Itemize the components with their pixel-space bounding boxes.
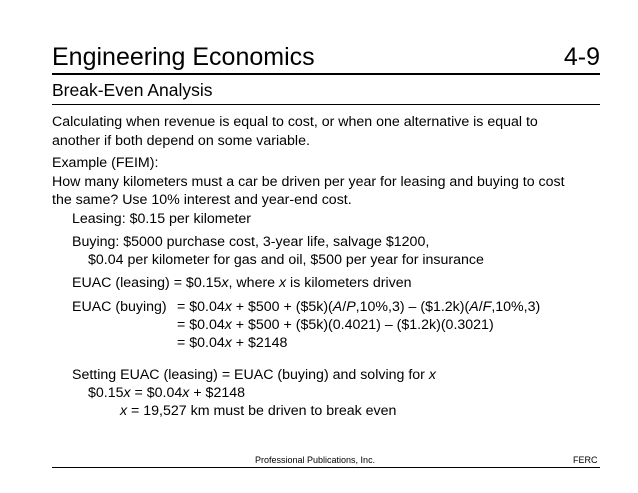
- footer-publisher: Professional Publications, Inc.: [255, 455, 376, 465]
- example-paragraph: [52, 154, 565, 210]
- setting-line: Setting EUAC (leasing) = EUAC (buying) and solving for x: [72, 367, 436, 383]
- buying-line: Buying: $5000 purchase cost, 3-year life, salvage $1200,: [72, 234, 430, 250]
- euac-buying-line-3: = $0.04x + $2148: [177, 335, 288, 351]
- slide-title: Engineering Economics: [52, 43, 315, 71]
- euac-buying-line-2: = $0.04x + $500 + ($5k)(0.4021) – ($1.2k)(0.3021): [177, 317, 494, 333]
- euac-leasing-line: EUAC (leasing) = $0.15x, where x is kilometers driven: [72, 275, 412, 291]
- subtitle-rule: [52, 104, 600, 105]
- title-row: [52, 42, 600, 72]
- intro-line: Calculating when revenue is equal to cost, or when one alternative is equal to: [52, 114, 538, 130]
- buying-line-cont: $0.04 per kilometer for gas and oil, $500 per year for insurance: [88, 252, 484, 268]
- footer-code: FERC: [573, 455, 598, 465]
- leasing-line: Leasing: $0.15 per kilometer: [72, 211, 252, 227]
- slide-subtitle: Break-Even Analysis: [52, 80, 213, 100]
- title-rule: [52, 73, 600, 75]
- solve-line-2: x = 19,527 km must be driven to break even: [120, 403, 397, 419]
- page-number: 4-9: [563, 43, 600, 71]
- solve-line-1: $0.15x = $0.04x + $2148: [88, 385, 246, 401]
- intro-paragraph: [52, 113, 538, 150]
- intro-line: another if both depend on some variable.: [52, 132, 310, 149]
- example-heading: Example (FEIM):: [52, 155, 159, 171]
- example-line: How many kilometers must a car be driven per year for leasing and buying to cost: [52, 173, 565, 190]
- euac-buying-label: EUAC (buying): [72, 299, 167, 315]
- footer-rule: [52, 467, 600, 468]
- example-line: the same? Use 10% interest and year-end cost.: [52, 192, 352, 208]
- euac-buying-line-1: = $0.04x + $500 + ($5k)(A/P,10%,3) – ($1.2k)(A/F,10%,3): [177, 299, 541, 315]
